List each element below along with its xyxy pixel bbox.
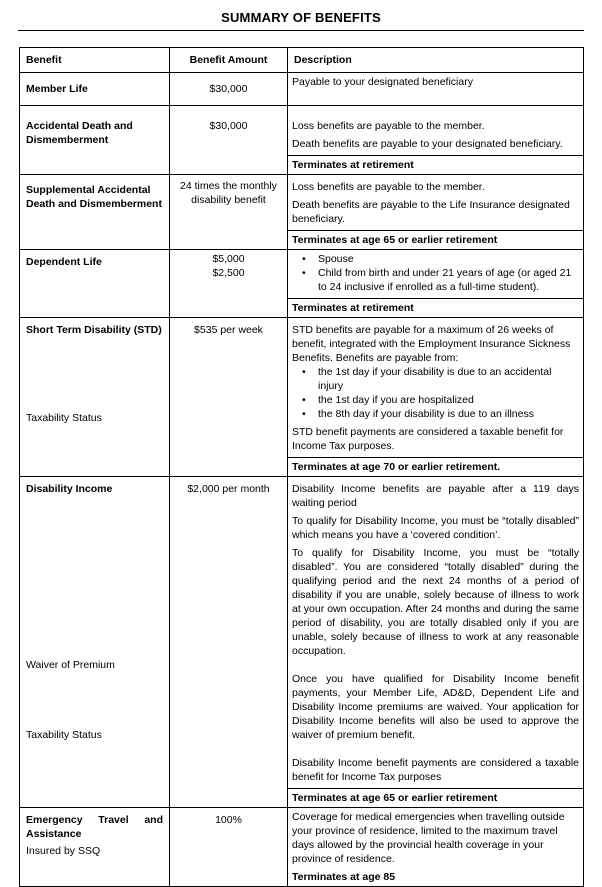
benefit-amount: 100% — [170, 808, 288, 887]
benefit-name-cell — [20, 808, 170, 887]
table-row-std — [20, 318, 584, 477]
list-item: • the 1st day if you are hospitalized — [292, 393, 579, 407]
benefit-name: Short Term Disability (STD) — [26, 324, 162, 336]
benefit-name: Disability Income — [26, 483, 113, 495]
benefit-name: Dependent Life — [20, 250, 170, 318]
description-line: Loss benefits are payable to the member. — [292, 181, 485, 193]
benefit-name-cell — [20, 318, 170, 477]
table-row-add — [20, 106, 584, 175]
table-header-row — [20, 48, 584, 73]
benefit-name: Supplemental Accidental Death and Dismemberment — [20, 175, 170, 250]
benefit-amount: 24 times the monthly disability benefit — [170, 175, 288, 250]
benefit-description — [288, 477, 584, 808]
insurer-label: Insured by SSQ — [26, 845, 101, 857]
waiver-description: Once you have qualified for Disability Income benefit payments, your Member Life, AD&D, Dependent Life and Disability Income premiums are waived. Your application for Disability Income benefits will also be used to approve the waiver of premium benefit. — [292, 673, 579, 741]
description-line: To qualify for Disability Income, you must be “totally disabled”. You are considered “totally disabled” during the qualifying period and the next 24 months of a period of disability if you are unable, solely because of illness to work at your own occupation. After 24 months and during the same period of disability, you are totally disabled only if you are unable, solely because of illness to work at any reasonable occupation. — [292, 547, 579, 657]
taxability-description: Disability Income benefit payments are considered a taxable benefit for Income Tax purposes — [292, 757, 579, 783]
taxability-description: STD benefit payments are considered a taxable benefit for Income Tax purposes. — [292, 426, 564, 452]
header-benefit: Benefit — [20, 48, 170, 73]
list-item: • the 1st day if your disability is due to an accidental injury — [292, 365, 579, 393]
list-item: • Child from birth and under 21 years of age (or aged 21 to 24 inclusive if enrolled as a full-time student). — [292, 266, 579, 294]
list-item: • the 8th day if your disability is due to an illness — [292, 407, 579, 421]
benefit-amount: $30,000 — [170, 106, 288, 175]
taxability-status-label: Taxability Status — [26, 729, 102, 741]
benefit-amount: $535 per week — [170, 318, 288, 477]
table-row-supplemental-add — [20, 175, 584, 250]
page-title: SUMMARY OF BENEFITS — [221, 10, 381, 25]
description-line: Coverage for medical emergencies when travelling outside your province of residence, limited to the maximum travel days allowed by the provincial health coverage in your province of residence. — [292, 811, 565, 865]
taxability-status-label: Taxability Status — [26, 412, 102, 424]
benefit-amount: $30,000 — [170, 73, 288, 106]
benefit-name: Member Life — [20, 73, 170, 106]
list-item: • Spouse — [292, 252, 579, 266]
description-line: Loss benefits are payable to the member. — [292, 120, 485, 132]
description-line: STD benefits are payable for a maximum of 26 weeks of benefit, integrated with the Employment Insurance Sickness Benefits. Benefits are payable from: — [292, 324, 571, 364]
description-line: To qualify for Disability Income, you must be “totally disabled” which means you have a ‘covered condition’. — [292, 515, 579, 541]
benefit-amount: $2,000 per month — [170, 477, 288, 808]
table-row-dependent-life — [20, 250, 584, 318]
description-line: Death benefits are payable to your designated beneficiary. — [292, 138, 563, 150]
termination-note: Terminates at age 85 — [292, 871, 396, 883]
termination-note: Terminates at retirement — [288, 298, 583, 315]
table-row-disability-income — [20, 477, 584, 808]
benefit-name: Emergency Travel and Assistance — [26, 814, 163, 840]
benefit-name-cell — [20, 477, 170, 808]
amount-spouse: $5,000 — [212, 253, 245, 265]
table-row-member-life — [20, 73, 584, 106]
termination-note: Terminates at retirement — [288, 155, 583, 172]
table-row-emergency-travel — [20, 808, 584, 887]
dependent-list — [292, 252, 579, 294]
termination-note: Terminates at age 65 or earlier retirement — [288, 788, 583, 805]
description-line: Disability Income benefits are payable after a 119 days waiting period — [292, 483, 579, 509]
benefit-description — [288, 808, 584, 887]
benefits-table — [19, 47, 584, 887]
benefit-description: Payable to your designated beneficiary — [288, 73, 584, 106]
benefit-description — [288, 250, 584, 318]
benefit-description — [288, 175, 584, 250]
title-underline — [18, 30, 584, 31]
header-benefit-amount: Benefit Amount — [170, 48, 288, 73]
header-description: Description — [288, 48, 584, 73]
waiver-of-premium-label: Waiver of Premium — [26, 659, 115, 671]
benefit-name: Accidental Death and Dismemberment — [20, 106, 170, 175]
amount-child: $2,500 — [212, 267, 245, 279]
benefit-description — [288, 106, 584, 175]
description-line: Death benefits are payable to the Life Insurance designated beneficiary. — [292, 199, 570, 225]
std-start-list — [292, 365, 579, 421]
termination-note: Terminates at age 65 or earlier retirement — [288, 230, 583, 247]
termination-note: Terminates at age 70 or earlier retirement. — [288, 457, 583, 474]
benefit-amount — [170, 250, 288, 318]
benefit-description — [288, 318, 584, 477]
